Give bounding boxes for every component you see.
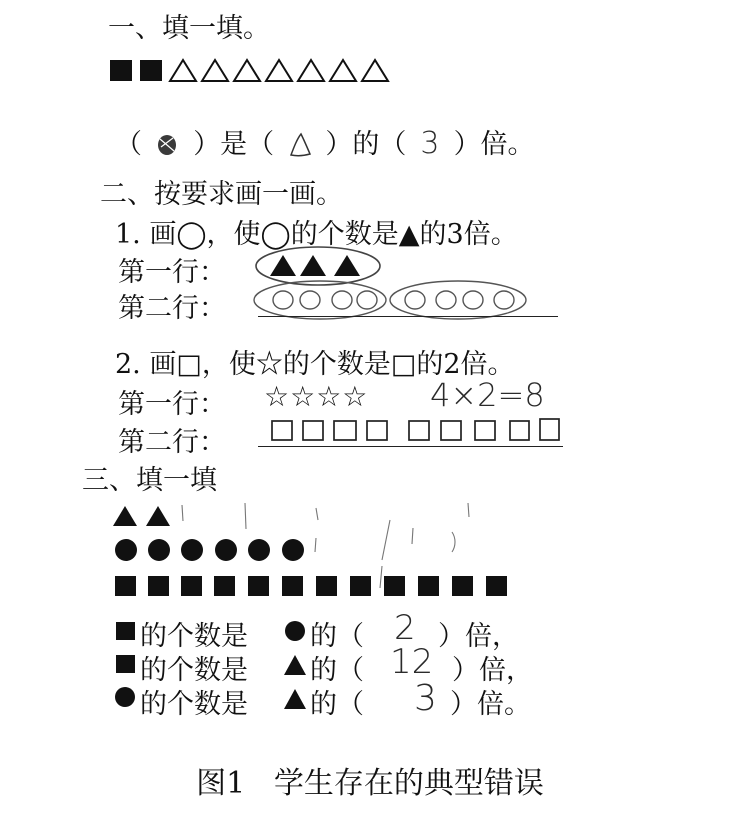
section1-sentence — [115, 122, 535, 161]
drawn-square — [475, 421, 495, 440]
s1-mid: 的（ — [310, 621, 364, 652]
q1-row2-label: 第二行： — [118, 293, 226, 324]
triangle-shape — [266, 60, 292, 81]
s1-pre: 的个数是 — [140, 621, 248, 652]
circle-shape — [282, 539, 304, 561]
square-shape — [248, 576, 269, 596]
triangle-shape — [284, 689, 306, 709]
triangle-shape — [298, 60, 324, 81]
s2-pre: 的个数是 — [140, 655, 248, 686]
circle-shape — [248, 539, 270, 561]
q2-row2-label: 第二行： — [118, 427, 226, 458]
s2-post: ）倍， — [452, 655, 533, 686]
drawn-circle — [300, 291, 320, 309]
square-shape — [181, 576, 202, 596]
drawn-square — [409, 421, 429, 440]
triangle-shape — [234, 60, 260, 81]
drawn-circle — [436, 291, 456, 309]
square-shape — [140, 60, 162, 81]
drawn-square — [540, 419, 559, 440]
q2-stars: ☆☆☆☆ — [264, 380, 369, 413]
square-shape — [282, 576, 303, 596]
square-shape — [418, 576, 439, 596]
section1-heading: 一、填一填。 — [108, 13, 270, 44]
answer-line — [258, 316, 558, 317]
square-shape — [214, 576, 235, 596]
is-text: ）是（ — [193, 129, 275, 160]
drawn-square — [303, 421, 323, 440]
triangle-shape — [113, 506, 137, 526]
s3-answer[interactable]: 3 — [414, 678, 437, 719]
drawn-square — [367, 421, 387, 440]
triangle-shape — [330, 60, 356, 81]
drawn-circle — [463, 291, 483, 309]
square-shape — [452, 576, 473, 596]
drawn-square — [441, 421, 461, 440]
q2-row1-label: 第一行： — [118, 389, 226, 420]
square-shape — [110, 60, 132, 81]
square-shape — [486, 576, 507, 596]
square-shape — [384, 576, 405, 596]
answer-blank-3[interactable]: 3 — [420, 126, 440, 161]
s3-mid: 的（ — [310, 689, 364, 720]
drawn-circle — [273, 291, 293, 309]
drawn-square — [334, 421, 356, 440]
paren-open: （ — [115, 129, 142, 160]
triangle-shape — [270, 255, 296, 276]
triangle-shape — [334, 255, 360, 276]
times-text: ）倍。 — [453, 129, 535, 160]
section2-heading: 二、按要求画一画。 — [100, 179, 343, 210]
circle-shape — [285, 621, 305, 641]
triangle-shape — [362, 60, 388, 81]
q2-calc: 4×2=8 — [430, 376, 545, 414]
scribble-mark — [153, 133, 187, 161]
s1-answer[interactable]: 2 — [394, 608, 416, 648]
section1-shapes — [110, 58, 400, 84]
drawn-circle — [357, 291, 377, 309]
s2-answer[interactable]: 12 — [390, 642, 434, 682]
group-loop — [390, 281, 526, 319]
section3-heading: 三、填一填 — [82, 465, 217, 496]
square-shape — [316, 576, 337, 596]
triangle-shape — [300, 255, 326, 276]
triangle-shape — [284, 655, 306, 675]
drawn-square — [510, 421, 529, 440]
s3-pre: 的个数是 — [140, 689, 248, 720]
figure-caption: 图1 学生存在的典型错误 — [196, 766, 544, 801]
hand-triangle-mark — [286, 131, 316, 159]
pencil-marks — [182, 503, 469, 588]
q2-prompt: 2. 画□，使☆的个数是□的2倍。 — [115, 349, 515, 380]
section1-shapes-row — [110, 58, 400, 88]
answer-line — [258, 446, 563, 447]
drawn-circle — [332, 291, 352, 309]
s3-post: ）倍。 — [450, 689, 531, 720]
square-shape — [116, 655, 135, 673]
q1-prompt: 1. 画◯，使◯的个数是▲的3倍。 — [115, 219, 518, 250]
group-loop — [254, 281, 386, 319]
s1-post: ）倍， — [438, 621, 519, 652]
drawn-circle — [494, 291, 514, 309]
of-text: ）的（ — [325, 129, 407, 160]
q1-row1-label: 第一行： — [118, 257, 226, 288]
triangle-shape — [202, 60, 228, 81]
triangle-shape — [146, 506, 170, 526]
circle-shape — [148, 539, 170, 561]
square-shape — [116, 622, 135, 640]
square-shape — [148, 576, 169, 596]
circle-shape — [215, 539, 237, 561]
circle-shape — [115, 687, 135, 707]
drawn-circle — [405, 291, 425, 309]
circle-loop — [256, 247, 380, 285]
circle-shape — [181, 539, 203, 561]
circle-shape — [115, 539, 137, 561]
square-shape — [350, 576, 371, 596]
triangle-shape — [170, 60, 196, 81]
square-shape — [115, 576, 136, 596]
drawn-square — [272, 421, 292, 440]
s2-mid: 的（ — [310, 655, 364, 686]
